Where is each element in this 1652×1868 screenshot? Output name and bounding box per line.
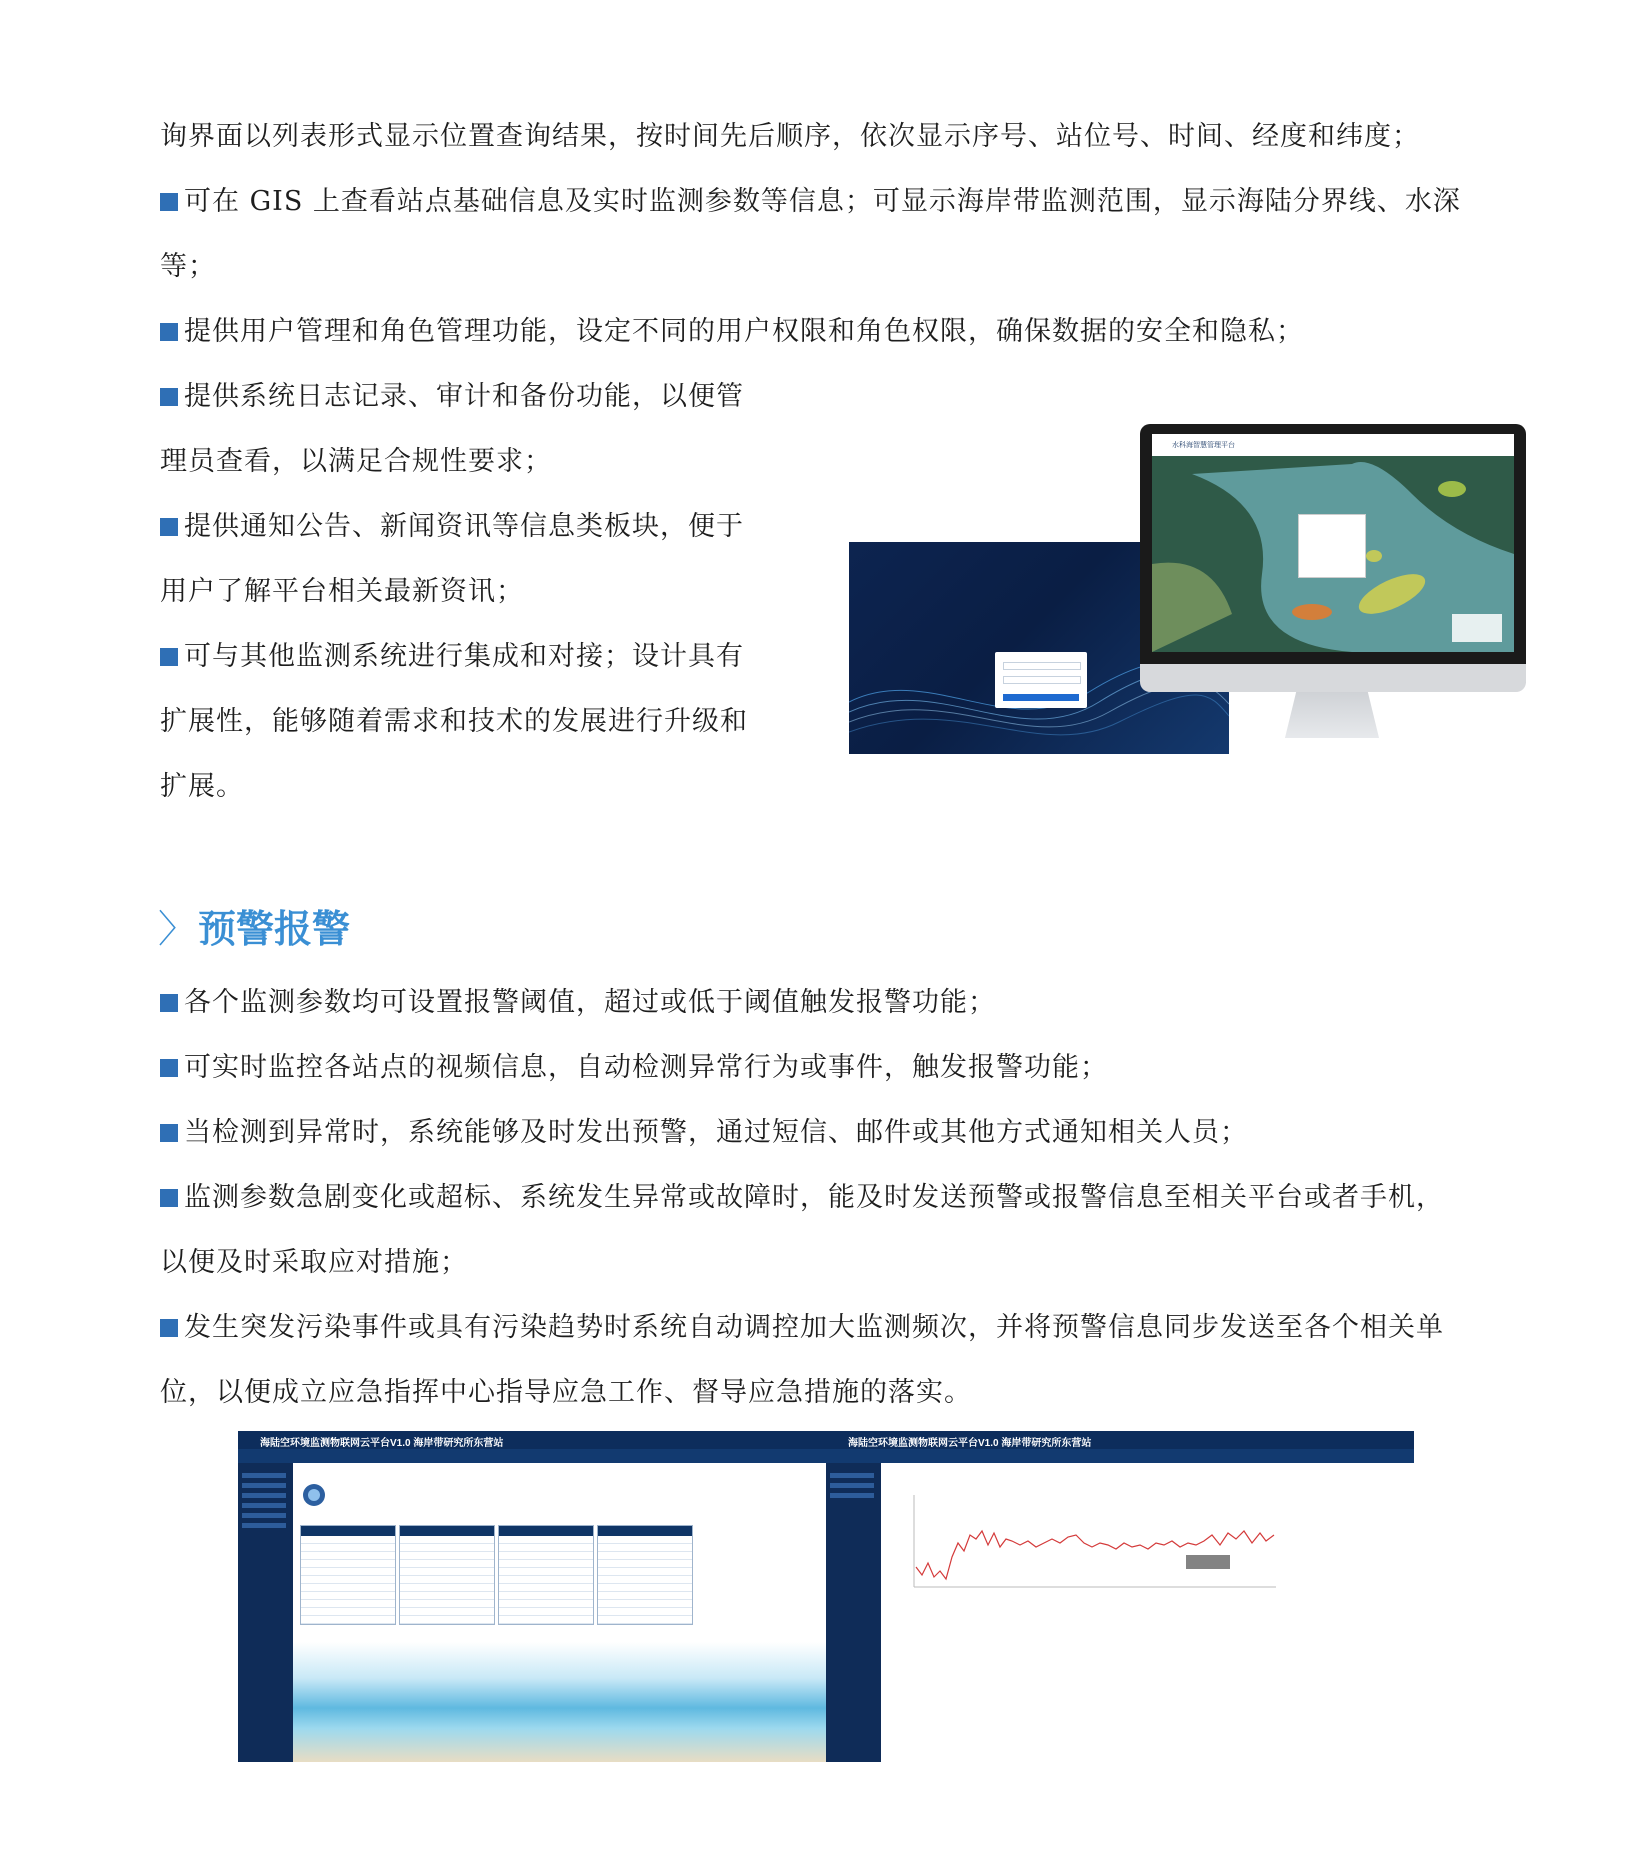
platform-sidebar (238, 1463, 293, 1762)
app-title: 水科海智慧管理平台 (1172, 442, 1235, 449)
alarm-pollution-cont: 位，以便成立应急指挥中心指导应急工作、督导应急措施的落实。 (160, 1377, 972, 1408)
alarm-threshold: 各个监测参数均可设置报警阈值，超过或低于阈值触发报警功能； (160, 970, 996, 1035)
square-bullet-icon (160, 193, 178, 211)
square-bullet-icon (160, 323, 178, 341)
data-panel (498, 1525, 594, 1625)
paragraph-gis-cont: 等； (160, 251, 216, 282)
station-logo-icon (302, 1483, 326, 1507)
station-popup (1298, 514, 1366, 578)
platform-realtime-screenshot (238, 1431, 826, 1762)
paragraph-logging: 提供系统日志记录、审计和备份功能，以便管 (160, 364, 744, 429)
monitor-stand (1276, 692, 1388, 738)
paragraph-integration-cont: 扩展性，能够随着需求和技术的发展进行升级和 (160, 706, 748, 737)
data-panel (399, 1525, 495, 1625)
chevron-right-icon: 〉 (158, 907, 197, 951)
paragraph-user-management: 提供用户管理和角色管理功能，设定不同的用户权限和角色权限，确保数据的安全和隐私； (160, 299, 1304, 364)
gis-map-screenshot (1152, 434, 1514, 652)
paragraph-integration-end: 扩展。 (160, 771, 244, 802)
history-line-chart (886, 1487, 1406, 1607)
monitor-frame (1140, 424, 1526, 690)
platform-header (826, 1431, 1414, 1449)
alarm-video: 可实时监控各站点的视频信息，自动检测异常行为或事件，触发报警功能； (160, 1035, 1108, 1100)
paragraph-location-query: 询界面以列表形式显示位置查询结果，按时间先后顺序，依次显示序号、站位号、时间、经度和纬度； (160, 121, 1420, 152)
data-panel (597, 1525, 693, 1625)
platform-title: 海陆空环境监测物联网云平台V1.0 海岸带研究所东营站 (260, 1438, 504, 1449)
alarm-param-change-cont: 以便及时采取应对措施； (160, 1247, 468, 1278)
square-bullet-icon (160, 994, 178, 1012)
platform-sidebar (826, 1463, 881, 1762)
square-bullet-icon (160, 648, 178, 666)
alarm-pollution: 发生突发污染事件或具有污染趋势时系统自动调控加大监测频次，并将预警信息同步发送至各个相关单 (160, 1295, 1444, 1360)
app-header (1152, 434, 1514, 456)
paragraph-notice-cont: 用户了解平台相关最新资讯； (160, 576, 524, 607)
paragraph-integration: 可与其他监测系统进行集成和对接；设计具有 (160, 624, 744, 689)
platform-title: 海陆空环境监测物联网云平台V1.0 海岸带研究所东营站 (848, 1438, 1092, 1449)
platform-tabs (238, 1449, 826, 1463)
square-bullet-icon (160, 1124, 178, 1142)
platform-history-screenshot (826, 1431, 1414, 1762)
square-bullet-icon (160, 1189, 178, 1207)
login-form (995, 652, 1087, 708)
square-bullet-icon (160, 518, 178, 536)
monitor-chin (1140, 664, 1526, 692)
square-bullet-icon (160, 1319, 178, 1337)
paragraph-notice: 提供通知公告、新闻资讯等信息类板块，便于 (160, 494, 744, 559)
paragraph-logging-cont: 理员查看，以满足合规性要求； (160, 446, 552, 477)
paragraph-gis: 可在 GIS 上查看站点基础信息及实时监测参数等信息；可显示海岸带监测范围，显示海陆分界线、水深 (160, 169, 1461, 234)
platform-header (238, 1431, 826, 1449)
data-panel (300, 1525, 396, 1625)
beach-background (293, 1642, 826, 1762)
square-bullet-icon (160, 388, 178, 406)
square-bullet-icon (160, 1059, 178, 1077)
platform-tabs (826, 1449, 1414, 1463)
alarm-param-change: 监测参数急剧变化或超标、系统发生异常或故障时，能及时发送预警或报警信息至相关平台或者手机， (160, 1165, 1444, 1230)
section-heading: 〉预警报警 (158, 907, 351, 951)
alarm-notify: 当检测到异常时，系统能够及时发出预警，通过短信、邮件或其他方式通知相关人员； (160, 1100, 1248, 1165)
